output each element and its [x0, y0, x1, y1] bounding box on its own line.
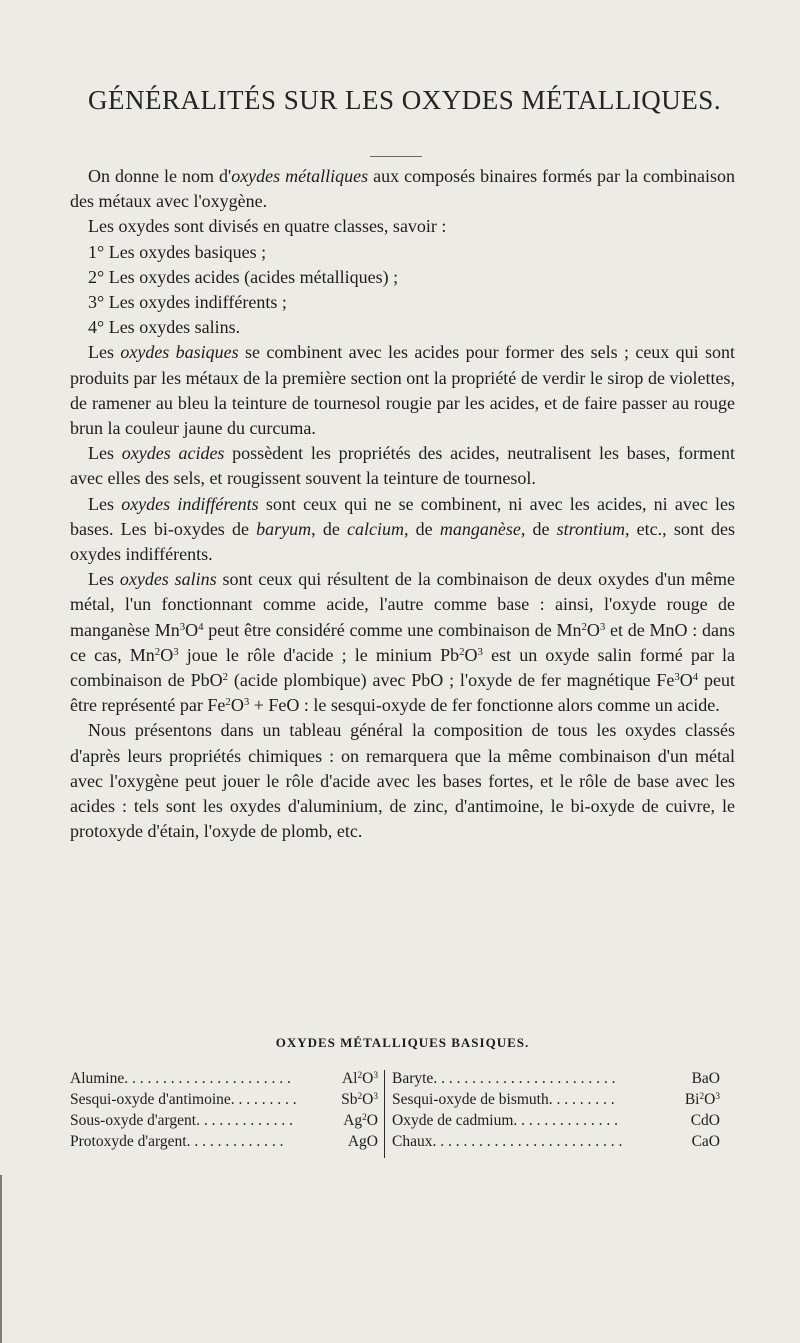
dot-leader: . . . . . . . . . . . . .: [186, 1133, 284, 1150]
oxide-name: Sesqui-oxyde de bismuth: [392, 1091, 549, 1108]
italic-term: oxydes indifférents: [121, 493, 259, 514]
text-run: O: [679, 670, 693, 691]
superscript: 3: [373, 1070, 378, 1081]
oxide-formula: [681, 1089, 720, 1110]
italic-term: strontium: [556, 518, 625, 539]
text-run: se combinent avec les acides pour former des sels ; ceux qui sont produits par les métaux de la première section ont la propriété de verdir le sirop de violettes, de ramener au bleu la teinture de tournesol rougie par les acides, et de faire passer au rouge brun la couleur jaune du curcuma.: [70, 342, 735, 439]
table-row: [70, 1131, 378, 1152]
oxide-name: Oxyde de cadmium: [392, 1112, 514, 1129]
superscript: 2: [699, 1091, 705, 1102]
text-run: Sb: [341, 1091, 358, 1108]
oxide-name: Baryte: [392, 1070, 434, 1087]
text-run: 4° Les oxydes salins.: [88, 317, 241, 338]
dot-leader: . . . . . . . . . . . . . .: [513, 1112, 619, 1129]
text-run: Al: [341, 1070, 358, 1087]
dot-leader: . . . . . . . . . . . . . . . . . . . . . .: [124, 1070, 291, 1087]
paragraph: [70, 265, 735, 290]
superscript: 3: [179, 620, 186, 633]
paragraph: [70, 214, 735, 239]
text-run: AgO: [347, 1133, 378, 1150]
text-run: O: [704, 1091, 716, 1108]
paragraph: [70, 718, 735, 844]
table-row: [70, 1110, 378, 1131]
text-run: O: [362, 1091, 374, 1108]
superscript: 3: [373, 1091, 378, 1102]
paragraph: [70, 340, 735, 441]
text-run: aux composés binaires formés par la combinaison des métaux avec l'oxygène.: [70, 166, 735, 212]
oxide-name: Protoxyde d'argent: [70, 1133, 187, 1150]
text-run: sont ceux qui résultent de la combinaison de deux oxydes d'un même métal, l'un fonctionnant comme acide, l'autre comme base : ainsi, l'oxyde rouge de manganèse Mn: [70, 569, 735, 640]
table-row: [70, 1089, 378, 1110]
superscript: 3: [599, 620, 606, 633]
text-run: Les: [88, 569, 120, 590]
text-run: 3° Les oxydes indifférents ;: [88, 292, 287, 313]
table-row: [392, 1089, 720, 1110]
italic-term: oxydes salins: [119, 569, 217, 590]
superscript: 3: [715, 1091, 720, 1102]
table-row: [392, 1068, 720, 1089]
text-run: , de: [311, 518, 347, 539]
text-run: Ag: [343, 1112, 363, 1129]
dot-leader: . . . . . . . . .: [548, 1091, 615, 1108]
oxide-formula: [688, 1131, 720, 1152]
table-right-column: [392, 1068, 720, 1152]
table-row: [392, 1110, 720, 1131]
text-run: Les: [88, 342, 121, 363]
text-run: Les: [88, 443, 122, 464]
text-run: (acide plombique) avec PbO ; l'oxyde de fer magnétique Fe: [228, 670, 675, 691]
superscript: 2: [225, 696, 231, 709]
body-text: [70, 164, 735, 844]
page-title: GÉNÉRALITÉS SUR LES OXYDES MÉTALLIQUES.: [88, 85, 722, 115]
italic-term: baryum: [256, 518, 312, 539]
paragraph: [70, 441, 735, 491]
table-row: [392, 1131, 720, 1152]
text-run: Les oxydes sont divisés en quatre classes, savoir :: [88, 216, 447, 237]
oxide-formula: [687, 1110, 720, 1131]
superscript: 2: [154, 645, 161, 658]
dot-leader: . . . . . . . . . . . . .: [196, 1112, 293, 1129]
oxide-formula: [344, 1131, 378, 1152]
text-run: O: [464, 644, 478, 665]
superscript: 3: [173, 645, 179, 658]
text-run: O: [366, 1112, 378, 1129]
oxide-name: Alumine: [70, 1070, 125, 1087]
superscript: 4: [198, 620, 204, 633]
superscript: 3: [674, 671, 680, 684]
superscript: 2: [581, 620, 587, 633]
dot-leader: . . . . . . . . . . . . . . . . . . . . . . . . .: [432, 1133, 623, 1150]
dot-leader: . . . . . . . . .: [230, 1091, 297, 1108]
oxide-name: Sous-oxyde d'argent: [70, 1112, 197, 1129]
text-run: peut être considéré comme une combinaison de Mn: [203, 619, 582, 640]
text-run: CdO: [690, 1112, 720, 1129]
oxide-formula: [337, 1089, 378, 1110]
italic-term: manganèse: [439, 518, 521, 539]
text-run: 1° Les oxydes basiques ;: [88, 241, 267, 262]
paragraph: [70, 567, 735, 718]
text-run: est un oxyde salin formé par la combinaison de PbO: [70, 644, 735, 691]
text-run: BaO: [691, 1070, 720, 1087]
text-run: sont ceux qui ne se combinent, ni avec les acides, ni avec les bases. Les bi-oxydes de: [70, 493, 735, 539]
superscript: 3: [243, 696, 250, 709]
superscript: 2: [222, 671, 229, 684]
oxide-name: Chaux: [392, 1133, 433, 1150]
paragraph: [70, 492, 735, 568]
text-run: + FeO : le sesqui-oxyde de fer fonctionne alors comme un acide.: [249, 695, 720, 716]
title-rule: [370, 156, 422, 157]
paragraph: [70, 164, 735, 214]
table-heading: OXYDES MÉTALLIQUES BASIQUES.: [275, 1035, 530, 1050]
italic-term: calcium: [347, 518, 404, 539]
oxide-name: Sesqui-oxyde d'antimoine: [70, 1091, 231, 1108]
text-run: 2° Les oxydes acides (acides métalliques) ;: [88, 266, 399, 287]
column-divider: [384, 1070, 385, 1158]
text-run: O: [362, 1070, 374, 1087]
superscript: 2: [357, 1091, 363, 1102]
text-run: peut être représenté par Fe: [70, 670, 735, 716]
text-run: joue le rôle d'acide ; le minium Pb: [178, 644, 460, 665]
page-gutter-edge: [0, 1175, 2, 1343]
text-run: O: [185, 619, 199, 640]
text-run: O: [160, 644, 174, 665]
text-run: Nous présentons dans un tableau général la composition de tous les oxydes classés d'après leurs propriétés chimiques : on remarquera que la même combinaison d'un métal avec l'oxygène peut jouer le rôle d'acide avec les bases fortes, et le rôle de base avec les acides : tels sont les oxydes d'aluminium, de zinc, d'antimoine, le bi-oxyde de cuivre, le protoxyde d'étain, l'oxyde de plomb, etc.: [70, 720, 735, 842]
italic-term: oxydes basiques: [120, 342, 239, 363]
text-run: , etc., sont des oxydes indifférents.: [70, 518, 735, 565]
paragraph: [70, 290, 735, 315]
superscript: 2: [362, 1112, 367, 1123]
oxide-formula: [339, 1110, 378, 1131]
oxide-formula: [688, 1068, 720, 1089]
dot-leader: . . . . . . . . . . . . . . . . . . . . . . . .: [433, 1070, 616, 1087]
text-run: O: [586, 619, 600, 640]
oxide-formula: [338, 1068, 378, 1089]
text-run: possèdent les propriétés des acides, neutralisent les bases, forment avec elles des sels, et rougissent souvent la teinture de tournesol.: [70, 443, 735, 489]
italic-term: oxydes métalliques: [231, 166, 369, 186]
text-run: , de: [520, 518, 557, 539]
text-run: et de MnO : dans ce cas, Mn: [70, 619, 736, 665]
text-run: , de: [403, 518, 440, 539]
superscript: 2: [357, 1070, 363, 1081]
paragraph: [70, 240, 735, 265]
table-row: [70, 1068, 378, 1089]
text-run: CaO: [691, 1133, 720, 1150]
superscript: 3: [477, 645, 483, 658]
table-left-column: [70, 1068, 378, 1152]
superscript: 4: [692, 671, 699, 684]
text-run: On donne le nom d': [88, 166, 232, 186]
italic-term: oxydes acides: [121, 443, 225, 464]
text-run: O: [230, 695, 244, 716]
superscript: 2: [459, 645, 465, 658]
paragraph: [70, 315, 735, 340]
text-run: Les: [88, 493, 122, 514]
text-run: Bi: [684, 1091, 700, 1108]
